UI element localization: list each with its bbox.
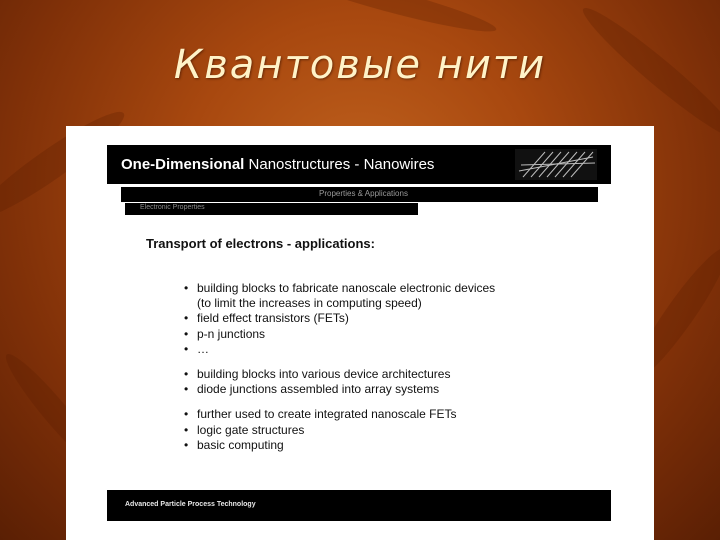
list-item: • further used to create integrated nanoscale FETs [184,407,495,422]
slide-header [121,156,434,173]
bullet-list [184,281,495,453]
slide-subheader-bar [121,187,598,202]
list-item: • basic computing [184,438,495,453]
list-item: • field effect transistors (FETs) [184,311,495,326]
nanowire-graphic-icon [515,149,597,180]
slide-header-bar [107,145,611,184]
slide-footer-bar [107,490,611,521]
slide-footer: Advanced Particle Process Technology [125,501,256,508]
slide-subheader: Properties & Applications [319,189,408,198]
slide-header-bold: One-Dimensional [121,156,245,173]
list-item: • … [184,342,495,357]
slide-header-rest: Nanostructures - Nanowires [248,156,435,173]
slide-subheader-bar-2 [125,203,418,215]
section-heading: Transport of electrons - applications: [146,236,375,251]
list-item: • p-n junctions [184,327,495,342]
list-item: • logic gate structures [184,423,495,438]
list-item: • building blocks into various device architectures [184,367,495,382]
page-title: Квантовые нити [173,42,547,88]
list-item: (to limit the increases in computing speed) [197,296,422,311]
background-streak [281,0,499,40]
list-item: • building blocks to fabricate nanoscale electronic devices [184,281,495,296]
slide-subheader-2: Electronic Properties [140,204,205,211]
list-item: • diode junctions assembled into array systems [184,382,495,397]
slide-image [66,126,654,540]
